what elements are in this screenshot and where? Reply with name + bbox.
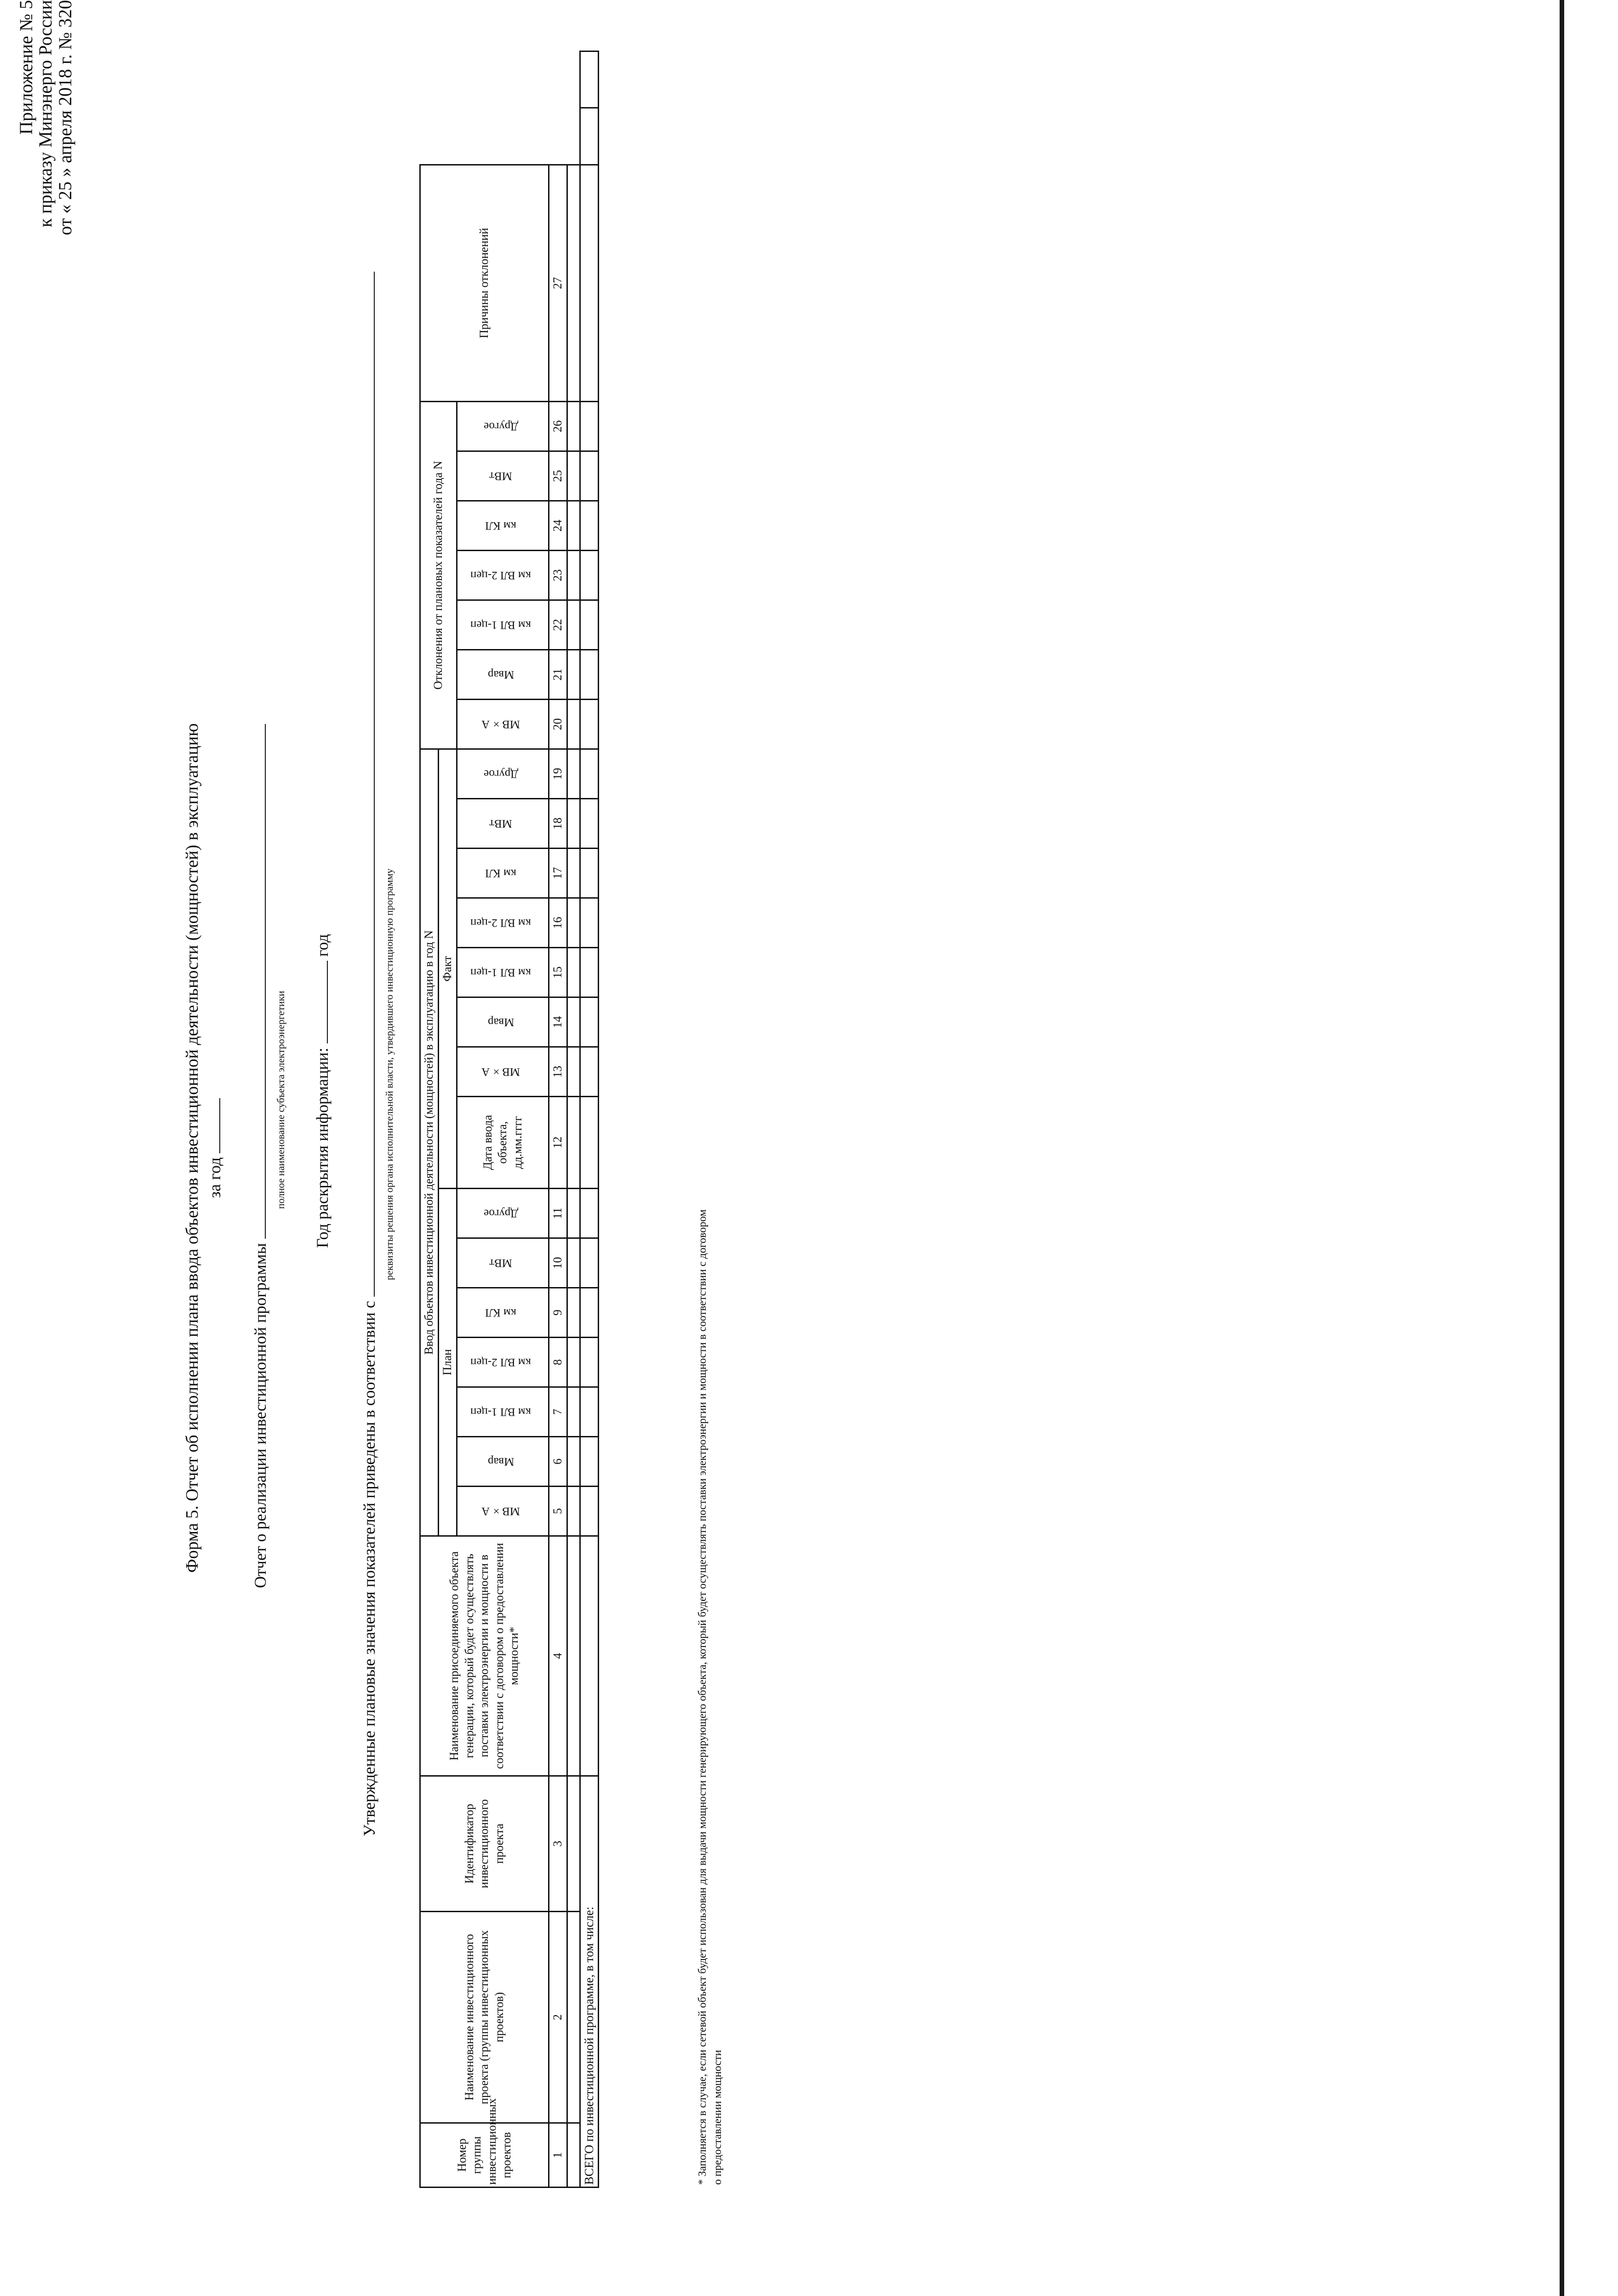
program-line <box>251 724 270 1588</box>
header-identifier: Идентификатор инвестиционного проекта <box>420 1776 549 1912</box>
empty-data-row <box>567 51 580 2188</box>
form-year-line <box>205 0 224 2296</box>
column-number: 24 <box>549 501 567 550</box>
column-number: 18 <box>549 799 567 849</box>
deviation-unit-header: км ВЛ 1-цеп <box>457 600 549 649</box>
approved-label: Утвержденные плановые значения показателей приведены в соответствии с <box>360 1300 378 1836</box>
disclosure-suffix: год <box>313 934 332 957</box>
fact-unit-header: км КЛ <box>457 849 549 898</box>
deviation-unit-header: Другое <box>457 401 549 451</box>
footnote-line-2: о предоставлении мощности <box>712 2050 724 2185</box>
column-number: 10 <box>549 1238 567 1288</box>
header-reasons: Причины отклонений <box>420 165 549 401</box>
total-row <box>580 51 599 2188</box>
column-number: 5 <box>549 1487 567 1536</box>
plan-unit-header: МВт <box>457 1238 549 1288</box>
column-number: 27 <box>549 165 567 401</box>
column-number: 3 <box>549 1776 567 1912</box>
column-number: 20 <box>549 699 567 749</box>
column-number: 14 <box>549 997 567 1047</box>
header-deviation-group: Отклонения от плановых показателей года N <box>420 401 457 749</box>
header-group-number: Номер группы инвестиционных проектов <box>420 2123 549 2188</box>
plan-unit-header: Мвар <box>457 1437 549 1487</box>
column-number: 22 <box>549 600 567 649</box>
column-number: 19 <box>549 749 567 798</box>
disclosure-label: Год раскрытия информации: <box>313 1048 332 1248</box>
plan-unit-header: км ВЛ 2-цеп <box>457 1338 549 1387</box>
plan-unit-header: км КЛ <box>457 1288 549 1338</box>
footnote-line-1: * Заполняется в случае, если сетевой объект будет использован для выдачи мощности генерирующего объекта, который будет осуществлять поставки электроэнергии и мощности в соответствии с договором <box>697 1209 709 2185</box>
header-project-name: Наименование инвестиционного проекта (группы инвестиционных проектов) <box>420 1912 549 2123</box>
column-number: 9 <box>549 1288 567 1338</box>
column-number: 4 <box>549 1536 567 1776</box>
column-number: 13 <box>549 1047 567 1097</box>
plan-unit-header: МВ×А <box>457 1487 549 1536</box>
appendix-date: от « 25 » апреля 2018 г. № 320 <box>54 0 75 235</box>
column-number: 26 <box>549 401 567 451</box>
column-number: 8 <box>549 1338 567 1387</box>
program-caption: полное наименование субъекта электроэнергетики <box>275 991 286 1209</box>
column-number: 11 <box>549 1189 567 1238</box>
disclosure-blank <box>327 961 328 1043</box>
fact-date-header: Дата ввода объекта, дд.мм.гггг <box>457 1097 549 1189</box>
column-number: 6 <box>549 1437 567 1487</box>
fact-unit-header: МВт <box>457 799 549 849</box>
deviation-unit-header: МВт <box>457 451 549 501</box>
column-number: 23 <box>549 550 567 600</box>
year-blank <box>219 1098 220 1153</box>
total-row-label: ВСЕГО по инвестиционной программе, в том числе: <box>580 1776 599 2188</box>
plan-unit-header: км ВЛ 1-цеп <box>457 1387 549 1437</box>
program-blank <box>265 724 266 1239</box>
deviation-unit-header: км КЛ <box>457 501 549 550</box>
fact-unit-header: км ВЛ 2-цеп <box>457 898 549 948</box>
column-number: 12 <box>549 1097 567 1189</box>
column-number: 17 <box>549 849 567 898</box>
column-number: 16 <box>549 898 567 948</box>
fact-unit-header: МВ×А <box>457 1047 549 1097</box>
header-fact-group: Факт <box>439 749 457 1188</box>
approved-line <box>360 272 379 1836</box>
header-input-group: Ввод объектов инвестиционной деятельности (мощностей) в эксплуатацию в год N <box>420 749 439 1536</box>
approved-caption: реквизиты решения органа исполнительной власти, утвердившего инвестиционную программу <box>383 868 395 1280</box>
column-number: 25 <box>549 451 567 501</box>
deviation-unit-header: Мвар <box>457 649 549 699</box>
appendix-order: к приказу Минэнерго России <box>35 0 56 228</box>
disclosure-line <box>313 934 332 1248</box>
approved-blank <box>374 272 375 1297</box>
fact-unit-header: Другое <box>457 749 549 798</box>
fact-unit-header: км ВЛ 1-цеп <box>457 948 549 997</box>
input-plan-table <box>419 51 599 2188</box>
column-number: 7 <box>549 1387 567 1437</box>
column-number: 15 <box>549 948 567 997</box>
column-number-row <box>549 51 567 2188</box>
program-label: Отчет о реализации инвестиционной программы <box>251 1243 269 1588</box>
column-number: 2 <box>549 1912 567 2123</box>
deviation-unit-header: МВ×А <box>457 699 549 749</box>
column-number: 21 <box>549 649 567 699</box>
column-number: 1 <box>549 2123 567 2188</box>
form-title: Форма 5. Отчет об исполнении плана ввода объектов инвестиционной деятельности (мощностей) в эксплуатацию <box>183 723 202 1573</box>
year-label: за год <box>206 1157 224 1198</box>
appendix-block <box>17 0 75 2160</box>
header-plan-group: План <box>439 1189 457 1536</box>
deviation-unit-header: км ВЛ 2-цеп <box>457 550 549 600</box>
header-connected-object: Наименование присоединяемого объекта генерации, который будет осуществлять поставки электроэнергии и мощности в соответствии с договором о предоставлении мощности* <box>420 1536 549 1776</box>
plan-unit-header: Другое <box>457 1189 549 1238</box>
fact-unit-header: Мвар <box>457 997 549 1047</box>
appendix-number: Приложение № 5 <box>16 0 36 135</box>
